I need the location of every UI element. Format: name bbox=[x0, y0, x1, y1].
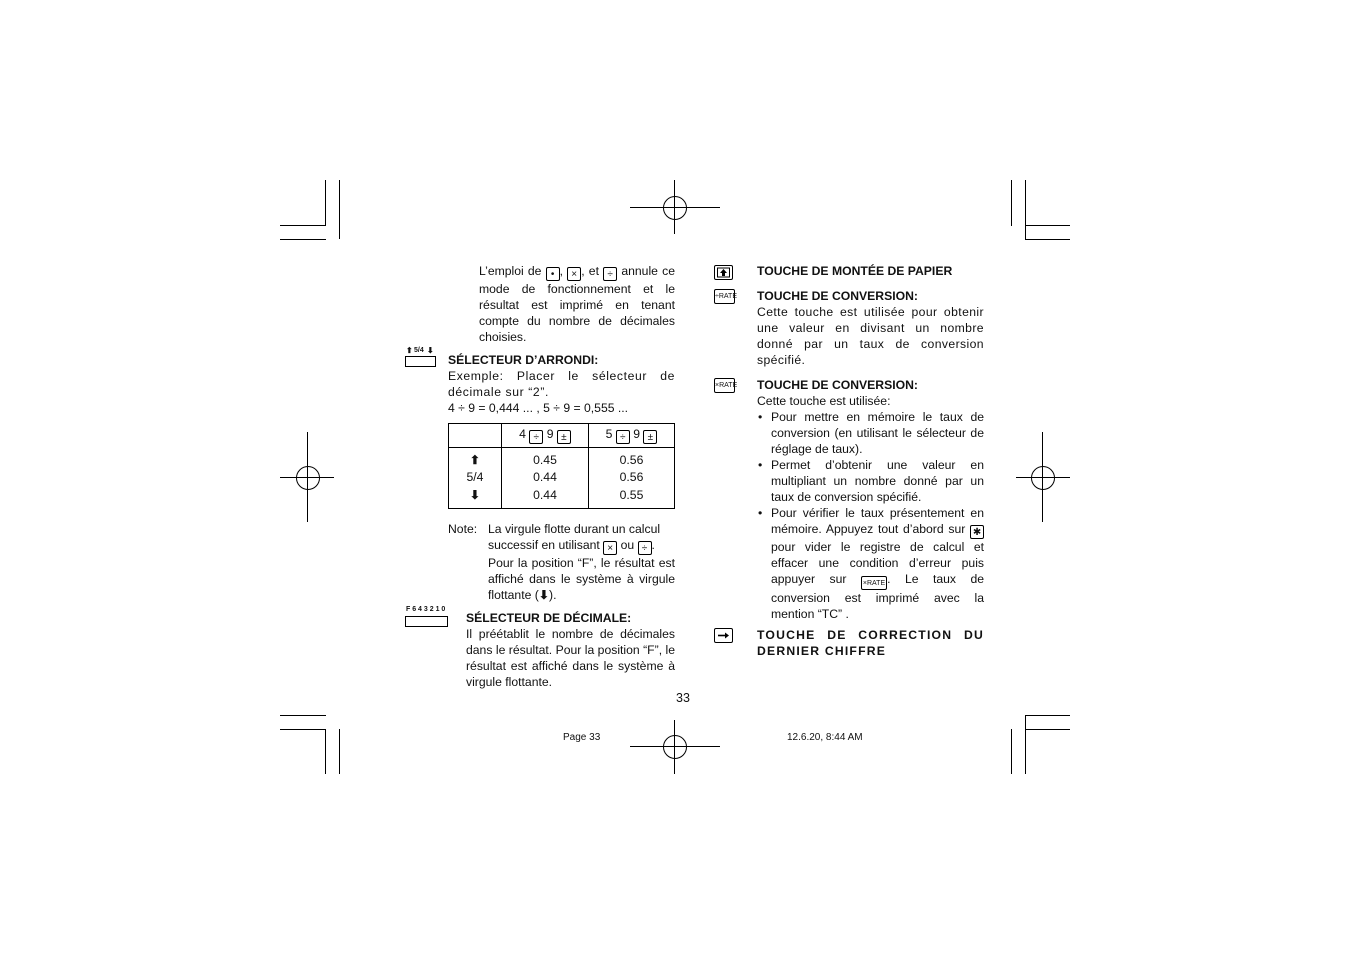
down-arrow-icon: ⬇ bbox=[538, 588, 550, 602]
divide-key-icon: ÷ bbox=[529, 430, 543, 444]
footer-page: Page 33 bbox=[563, 732, 601, 743]
conversion1-heading: TOUCHE DE CONVERSION: bbox=[757, 289, 918, 303]
list-item: • Pour mettre en mémoire le taux de conversion (en utilisant le sélecteur de réglage de taux). bbox=[757, 409, 984, 457]
table-col1-values: 0.45 0.44 0.44 bbox=[502, 448, 589, 509]
conversion2-intro: Cette touche est utilisée: bbox=[757, 394, 891, 408]
correction-heading: TOUCHE DE CORRECTION DU DERNIER CHIFFRE bbox=[757, 628, 984, 658]
backspace-key-icon bbox=[714, 628, 733, 643]
note-label: Note: bbox=[448, 522, 478, 536]
conversion1-section bbox=[757, 288, 984, 368]
multiply-key-icon: × bbox=[603, 541, 617, 555]
round-up-icon: ⬆ bbox=[469, 452, 481, 467]
footer-timestamp: 12.6.20, 8:44 AM bbox=[787, 732, 863, 743]
correction-section bbox=[757, 627, 984, 659]
divide-key-icon: ÷ bbox=[616, 430, 630, 444]
divide-rate-key-icon: ÷RATE bbox=[714, 289, 735, 304]
table-header-col1: 4 ÷ 9 ± bbox=[502, 424, 589, 448]
page-number: 33 bbox=[676, 691, 690, 705]
equals-key-icon: ± bbox=[643, 430, 657, 444]
list-item: • Permet d’obtenir une valeur en multipliant un nombre donné par un taux de conversion spécifié. bbox=[757, 457, 984, 505]
decimale-text: Il préétablit le nombre de décimales dans le résultat. Pour la position “F”, le résultat est affiché dans le système à virgule flottante. bbox=[466, 627, 675, 689]
arrondi-formula: 4 ÷ 9 = 0,444 ... , 5 ÷ 9 = 0,555 ... bbox=[448, 401, 629, 415]
arrondi-section bbox=[448, 352, 675, 416]
conversion1-text: Cette touche est utilisée pour obtenir une valeur en divisant un nombre donné par un taux de conversion spécifié. bbox=[757, 305, 984, 367]
paper-feed-key-icon bbox=[714, 265, 733, 280]
table-header-col2: 5 ÷ 9 ± bbox=[589, 424, 675, 448]
divide-key-icon: ÷ bbox=[603, 267, 617, 281]
conversion2-bullets bbox=[757, 409, 984, 622]
multiply-key-icon: × bbox=[567, 267, 581, 281]
asterisk-key-icon: ✱ bbox=[970, 525, 984, 539]
round-down-icon: ⬇ bbox=[469, 487, 481, 502]
table-row-labels: ⬆ 5/4 ⬇ bbox=[449, 448, 502, 509]
arrondi-example: Exemple: Placer le sélecteur de décimale sur “2”. bbox=[448, 369, 675, 399]
paper-feed-heading: TOUCHE DE MONTÉE DE PAPIER bbox=[757, 264, 953, 278]
conversion2-heading: TOUCHE DE CONVERSION: bbox=[757, 378, 918, 392]
decimale-section bbox=[466, 610, 675, 690]
divide-key-icon: ÷ bbox=[638, 541, 652, 555]
arrondi-heading: SÉLECTEUR D’ARRONDI: bbox=[448, 353, 599, 367]
note-text: La virgule flotte durant un calcul successif en utilisant × ou ÷ . Pour la position “F”, le résultat est affiché dans le système à virgule flottante (⬇). bbox=[488, 522, 675, 602]
multiply-rate-key-icon: ×RATE bbox=[861, 576, 887, 590]
equals-key-icon: ± bbox=[557, 430, 571, 444]
intro-paragraph: L’emploi de • , × , et ÷ annule ce mode de fonctionnement et le résultat est imprimé en tenant compte du nombre de décimales choisies. bbox=[479, 264, 675, 344]
rounding-table bbox=[448, 423, 675, 509]
multiply-rate-key-icon: ×RATE bbox=[714, 378, 735, 393]
decimal-point-key-icon: • bbox=[546, 267, 560, 281]
paper-feed-section bbox=[757, 263, 984, 279]
conversion2-section bbox=[757, 377, 984, 622]
decimale-heading: SÉLECTEUR DE DÉCIMALE: bbox=[466, 611, 632, 625]
table-col2-values: 0.56 0.56 0.55 bbox=[589, 448, 675, 509]
list-item: • Pour vérifier le taux présentement en mémoire. Appuyez tout d’abord sur ✱ pour vider le registre de calcul et effacer une condition d’erreur puis appuyer sur ×RATE . Le taux de conversion est imprimé avec la mention “TC” . bbox=[757, 505, 984, 622]
